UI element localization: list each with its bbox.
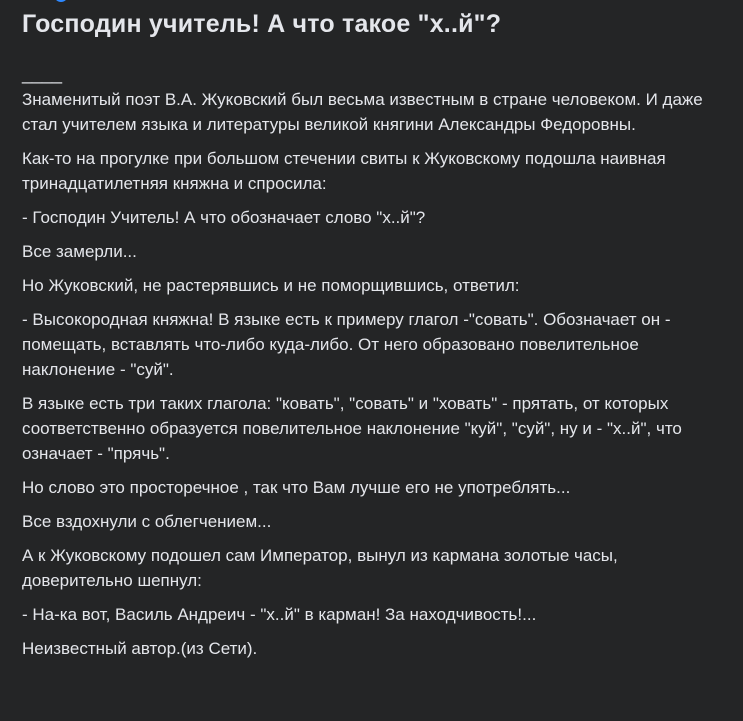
paragraph: Знаменитый поэт В.А. Жуковский был весьма известным в стране человеком. И даже стал учителем языка и литературы великой княгини Александры Федоровны.: [22, 90, 703, 134]
paragraph: - Господин Учитель! А что обозначает слово "х..й"?: [22, 208, 426, 227]
paragraph: - На-ка вот, Василь Андреич - "х..й" в карман! За находчивость!...: [22, 605, 537, 624]
paragraph: Но слово это просторечное , так что Вам лучше его не употреблять...: [22, 478, 571, 497]
post-title: Господин учитель! А что такое "х..й"?: [22, 10, 502, 38]
paragraph: Как-то на прогулке при большом стечении свиты к Жуковскому подошла наивная тринадцатилетняя княжна и спросила:: [22, 149, 666, 193]
paragraph: А к Жуковскому подошел сам Император, вынул из кармана золотые часы, доверительно шепнул:: [22, 546, 618, 590]
paragraph: Все вздохнули с облегчением...: [22, 512, 272, 531]
post-body: [22, 87, 721, 661]
paragraph: Но Жуковский, не растерявшись и не поморщившись, ответил:: [22, 276, 520, 295]
author-note: Неизвестный автор.(из Сети).: [22, 639, 258, 658]
separator-line: ____: [22, 64, 63, 84]
paragraph: - Высокородная княжна! В языке есть к примеру глагол -"совать". Обозначает он - помещать, вставлять что-либо куда-либо. От него образовано повелительное наклонение - "суй".: [22, 310, 671, 379]
paragraph: В языке есть три таких глагола: "ковать", "совать" и "ховать" - прятать, от которых соответственно образуется повелительное наклонение "куй", "суй", ну и - "х..й", что означает - "прячь".: [22, 394, 682, 463]
paragraph: Все замерли...: [22, 242, 137, 261]
